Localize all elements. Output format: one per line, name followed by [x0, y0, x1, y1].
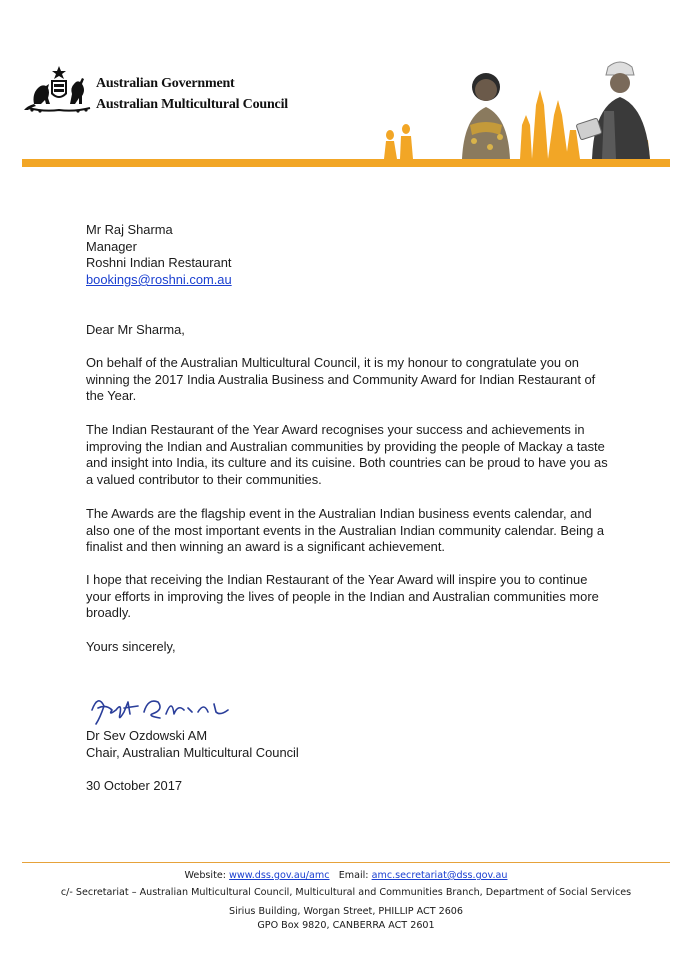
recipient-name: Mr Raj Sharma: [86, 222, 173, 237]
footer-postal-address: GPO Box 9820, CANBERRA ACT 2601: [257, 920, 435, 931]
letterhead-banner-illustration: [370, 55, 670, 167]
paragraph-award-recognition: The Indian Restaurant of the Year Award recognises your success and achievements in improving the Indian and Australian communities by providing the people of Mackay a taste and insight into India, its culture and its cuisine. Both countries can be proud to have you as a valued contributor to their communities.: [86, 422, 608, 488]
footer-website-label: Website:: [184, 870, 226, 881]
footer-email-link[interactable]: amc.secretariat@dss.gov.au: [371, 870, 508, 881]
recipient-email-link[interactable]: bookings@roshni.com.au: [86, 272, 232, 288]
letterhead: [0, 0, 692, 180]
letter-date: 30 October 2017: [86, 778, 183, 793]
closing: Yours sincerely,: [86, 639, 176, 654]
council-name: Australian Multicultural Council: [96, 97, 288, 112]
paragraph-encouragement: I hope that receiving the Indian Restaurant of the Year Award will inspire you to continue your efforts in improving the lives of people in the Indian and Australian communities more broadly.: [86, 572, 599, 621]
recipient-address: [86, 222, 616, 289]
signer-title: Chair, Australian Multicultural Council: [86, 745, 299, 760]
footer-divider: [22, 862, 670, 863]
letterhead-orange-band: [22, 159, 670, 167]
recipient-business: Roshni Indian Restaurant: [86, 255, 232, 271]
handwritten-signature: [88, 684, 248, 726]
government-name: Australian Government: [96, 76, 235, 91]
footer-website-link[interactable]: www.dss.gov.au/amc: [229, 870, 330, 881]
signer-name: Dr Sev Ozdowski AM: [86, 728, 208, 743]
salutation: Dear Mr Sharma,: [86, 322, 185, 337]
paragraph-congratulations: On behalf of the Australian Multicultural Council, it is my honour to congratulate you on winning the 2017 India Australia Business and Community Award for Indian Restaurant of the Year.: [86, 355, 596, 404]
paragraph-awards-significance: The Awards are the flagship event in the Australian Indian business events calendar, and also one of the most important events in the Australian Indian community calendar. Being a finalist and then winning an award is a significant achievement.: [86, 506, 605, 555]
recipient-role: Manager: [86, 238, 137, 254]
footer-contact-line: [0, 869, 692, 883]
coat-of-arms-icon: [24, 64, 94, 114]
footer-secretariat: c/- Secretariat – Australian Multicultural Council, Multicultural and Communities Branch, Department of Social Services: [60, 887, 632, 898]
footer-street-address: Sirius Building, Worgan Street, PHILLIP ACT 2606: [228, 906, 464, 917]
footer-email-label: Email:: [338, 870, 369, 881]
